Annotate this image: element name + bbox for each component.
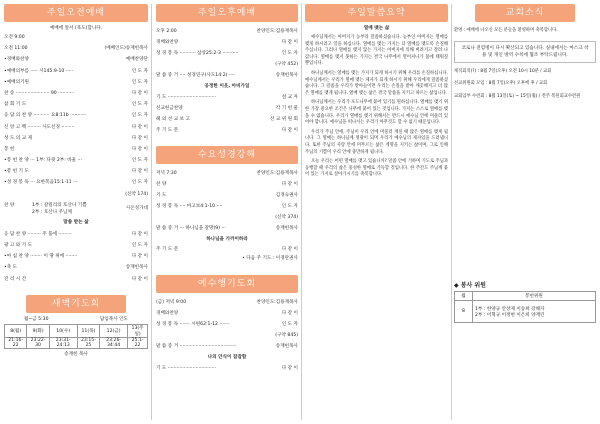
- order-value: 김경숙권사: [275, 193, 298, 198]
- order-value: 인 도 자: [131, 79, 148, 85]
- sermon-summary-header: 주일말씀요약: [305, 4, 448, 22]
- order-row: [156, 26, 298, 37]
- afternoon-sermon-title: 공정한 이웃, 아비가일: [204, 84, 250, 89]
- order-label: 신 앙 고 백 ········· 사도신경 ·········: [4, 124, 75, 130]
- welcome-text: 환영 : 예배에 나오신 모든 분들을 환영하며 축복합니다.: [454, 28, 558, 33]
- order-value: 다 같 이: [131, 254, 148, 260]
- order-row: [4, 251, 148, 262]
- dawn-day: 13(주일): [128, 324, 148, 337]
- dawn-passage: 23:22-30: [27, 337, 49, 348]
- morning-service-column: [4, 4, 148, 358]
- order-value: (예배인도)송재헌목사: [104, 46, 148, 52]
- order-row: [4, 110, 148, 121]
- order-label: 선교헌금찬양: [156, 106, 183, 111]
- order-row: [156, 103, 298, 114]
- order-label: 성 경 봉 독 ··········· 삼상25:2-3 ···········: [156, 51, 239, 56]
- order-value: 다 같 이: [281, 311, 298, 316]
- order-value: 예배찬양단: [125, 57, 148, 63]
- order-row: [156, 297, 298, 308]
- order-row: [4, 77, 148, 88]
- order-value: 다 같 이: [131, 169, 148, 175]
- order-row: [156, 330, 298, 341]
- order-row: [156, 125, 298, 136]
- order-value: (구약 845): [275, 333, 298, 338]
- order-value: 인 도 자: [131, 243, 148, 248]
- order-value: 송재헌목사: [275, 344, 298, 349]
- order-value: 인 도 자: [281, 322, 298, 327]
- order-label: 봉 헌: [4, 146, 15, 152]
- sermon-paragraph: 하나님께서는 우리가 포도나무에 붙어 있기를 원하십니다. 열매를 맺기 위한 가장 중요한 조건은 나무에 붙어 있는 것입니다. 가지는 스스로 열매를 맺을 수 없습니다. 우리가 열매를 맺기 위해서는 반드시 예수님 안에 머물러 있어야 합니다. 예수님을 떠나서는 우리가 아무것도 할 수 없기 때문입니다.: [305, 100, 448, 126]
- order-label: •봉 헌 기 도: [4, 169, 29, 175]
- order-value: 인 도 자: [281, 204, 298, 209]
- order-value: 송재헌목사: [275, 226, 298, 231]
- order-row: [156, 37, 298, 48]
- order-label: 주 기 도 문: [156, 128, 179, 133]
- order-row: [4, 88, 148, 99]
- order-row: [4, 144, 148, 155]
- order-row: [156, 212, 298, 223]
- service-row-2: 2부 : 이혁규 이정현 이은희 양재린: [475, 312, 545, 318]
- order-row: [4, 189, 148, 200]
- order-value: (신약 174): [125, 191, 148, 197]
- sermon-paragraph: 예수님께서는 아버지가 농부라 말씀하셨습니다. 농부인 아버지는 열매를 맺게 하시려고 일을 하십니다. 열매를 맺는 가지는 더 열매를 맺도록 손질해주십니다. 그러나 열매를 맺지 않는 가지는 아버지에 의해 버려지고 잘려 나갑니다. 열매를 맺지 못하는 가지는 결국 나무에서 떨어져나가 불에 태워질 뿐입니다.: [305, 35, 448, 67]
- order-value: 다 같 이: [131, 124, 148, 130]
- order-label: 오전 9:00: [4, 35, 25, 40]
- order-label: •마 침 찬 양 ········ 이 땅 위에 ········: [4, 254, 78, 260]
- order-value: 인 도 자: [131, 180, 148, 186]
- choir-row: 찬 양 1부 : 갈릴리의 호산나 기쁨 2부 : 호산나 주님께 시온성가대: [4, 202, 148, 215]
- order-label: 헤 외 선 교 보 고: [156, 117, 190, 122]
- order-value: 다 같 이: [281, 247, 298, 252]
- order-label: 기 도 ·································: [156, 366, 216, 371]
- order-value: 선 교 위 원 회: [269, 117, 298, 122]
- order-row: [4, 43, 148, 54]
- order-label: •예배의기원: [4, 79, 29, 85]
- order-value: 설 교 자: [281, 95, 298, 100]
- afternoon-service-column: [156, 4, 298, 374]
- dawn-passage: 25:1-22: [128, 337, 148, 348]
- order-value: 인 도 자: [281, 51, 298, 56]
- order-row: [4, 240, 148, 251]
- order-value: 인 도 자: [131, 113, 148, 119]
- order-row: [156, 308, 298, 319]
- order-row: [4, 133, 148, 144]
- order-label: •봉 헌 찬 양 ··· 1부: 다윗 2부: 바울 ···: [4, 158, 82, 164]
- order-label: 주 기 도 문: [156, 247, 179, 252]
- sermon-summary-subtitle: 열매 맺는 삶: [363, 26, 390, 31]
- news-item: 교회임부 수련회 : 8월 13일(토) ~ 15일(월) / 전주 복된회교수련원: [454, 93, 581, 99]
- dawn-day: 10(수): [49, 324, 77, 337]
- news-item: 제직회의(?) : 8월 7일(오후) 오전 10시 10분 / 교회: [454, 68, 552, 74]
- service-row-1: 1부 : 한양규 안상제 이승희 강해자: [475, 306, 545, 312]
- afternoon-order-list-2: [156, 92, 298, 136]
- order-label: •경배와찬양: [4, 57, 29, 63]
- sermon-paragraph: 오늘 우리는 어떤 열매를 맺고 있습니까? 말씀 안에 거하며 기도로 주님과 동행할 때 우리의 삶은 풍성한 열매로 가득할 것입니다. 한 주간도 주님께 붙어 있는 가지로 살아가시기를 축복합니다.: [305, 159, 448, 178]
- order-value: 각 기 헌 물: [275, 106, 298, 111]
- morning-order-list-2: [4, 229, 148, 285]
- dawn-day: 8(월): [5, 324, 27, 337]
- order-row: [156, 245, 298, 254]
- order-row: [156, 179, 298, 190]
- service-head-members: 봉헌위원: [473, 292, 596, 301]
- order-label: 말 씀 증 거 ·······································: [156, 344, 237, 349]
- order-label: 경배와찬양: [156, 40, 179, 45]
- order-row: [156, 223, 298, 234]
- afternoon-service-header: 주일오후예배: [156, 4, 298, 22]
- wednesday-header: 수요성경강해: [156, 146, 298, 164]
- order-value: 인 도 자: [131, 102, 148, 108]
- friday-order-list: [156, 297, 298, 352]
- order-label: 성 도 의 교 제: [4, 135, 33, 141]
- order-row: [4, 54, 148, 65]
- order-row: [156, 92, 298, 103]
- friday-sermon-title: 나의 안식이 잠잠함: [207, 355, 247, 360]
- dawn-day: 9(화): [27, 324, 49, 337]
- order-value: 다 같 이: [131, 135, 148, 141]
- dawn-info: 월~금 5:30 담임목사 인도: [24, 316, 128, 322]
- order-label: 응 답 의 찬 양 ··········· 요8:11b ···········: [4, 113, 87, 119]
- order-label: •예배의부름 ····· 시145:9-10 ·····: [4, 68, 74, 74]
- order-value: (구약 452): [275, 62, 298, 67]
- order-row: [4, 229, 148, 240]
- order-row: [4, 66, 148, 77]
- order-row: [4, 122, 148, 133]
- order-value: • 다음 주 기도 : 이경란권사: [242, 256, 298, 261]
- church-news-column: [454, 4, 596, 323]
- order-value: 찬양인도:김용재목사: [256, 300, 298, 305]
- order-row: [156, 70, 298, 81]
- top-note: 예배에 앞서 (묵도)합니다.: [49, 26, 103, 31]
- order-label: (금) 저녁 9:00: [156, 300, 187, 305]
- order-row: [156, 319, 298, 330]
- order-value: 다 같 이: [131, 231, 148, 237]
- order-label: 저녁 7:30: [156, 171, 177, 176]
- order-row: [156, 254, 298, 263]
- order-value: 찬양인도:김용재목사: [256, 29, 298, 34]
- order-row: [156, 363, 298, 374]
- order-label: 오전 11:00: [4, 46, 28, 52]
- sermon-paragraph: 우리가 주님 안에, 주님이 우리 안에 머물러 계실 때 많은 열매를 맺게 됩니다. 그 열매는 하나님께 영광이 되며 우리가 예수님의 제자임을 드러냅니다. 또한 주님의 사랑 안에 머무르는 삶은 계명을 지키는 삶이며, 그로 인해 주님의 기쁨이 우리 안에 충만하게 됩니다.: [305, 129, 448, 155]
- order-value: 송재헌목사: [275, 73, 298, 78]
- order-label: 경배와찬양: [156, 311, 179, 316]
- order-value: 찬양인도:김용재목사: [256, 171, 298, 176]
- order-label: 성 경 봉 독 ······· 시편62:1-12 ·······: [156, 322, 230, 327]
- dawn-day: 11(목): [77, 324, 99, 337]
- dawn-passage: 23:31-24:13: [49, 337, 77, 348]
- order-value: 다 같 이: [131, 146, 148, 152]
- order-label: 응 답 찬 양 ········· 주 품에 ·········: [4, 231, 72, 237]
- wednesday-sermon-title: 하나님을 가까이하라: [206, 237, 248, 242]
- friday-order-list-2: [156, 363, 298, 374]
- news-list: [454, 69, 596, 101]
- order-label: 말 씀 증 거 ··· 하나님을 갈망(9) ···: [156, 226, 226, 231]
- dawn-passage: 23:15-25: [77, 337, 99, 348]
- order-label: 찬 양: [156, 182, 167, 187]
- service-head-month: 월: [455, 292, 473, 301]
- wednesday-order-list: [156, 168, 298, 234]
- order-value: (신약 374): [275, 215, 298, 220]
- order-row: [4, 166, 148, 177]
- morning-order-list: [4, 32, 148, 200]
- order-row: [156, 114, 298, 125]
- service-month: 8: [455, 301, 473, 323]
- order-value: 다 같 이: [131, 90, 148, 96]
- dawn-prayer-header: 새벽기도회: [26, 295, 126, 313]
- dawn-footer: 송재헌 목사: [64, 351, 88, 357]
- dawn-passage: 23:26-34:44: [100, 337, 128, 348]
- order-value: 다 같 이: [281, 366, 298, 371]
- service-title: ◆ 봉사 위원: [454, 282, 486, 290]
- wednesday-order-list-2: [156, 245, 298, 263]
- sermon-summary-column: [305, 4, 448, 182]
- order-label: •축 도: [4, 265, 18, 271]
- order-row: [156, 190, 298, 201]
- order-value: 다 같 이: [281, 182, 298, 187]
- church-news-header: 교회소식: [475, 4, 575, 22]
- order-label: 성 경 봉 독 ···· 마고보4:1-10 ····: [156, 204, 223, 209]
- order-label: 기 도 ·································: [156, 95, 216, 100]
- order-label: 찬 송 ······················· 90 ···········: [4, 90, 75, 96]
- news-item: 선교위원회 모임 : 8월 7일(오후) 오후에 후 / 교회: [454, 81, 548, 87]
- notice-box: 코로나 전염병이 다시 확산되고 있습니다. 실내에서는 마스크 착용 및 개인 방역 수칙에 협조 부탁드립니다.: [454, 41, 596, 63]
- order-row: [4, 262, 148, 273]
- order-row: [156, 48, 298, 59]
- order-label: 참 회 기 도: [4, 102, 27, 108]
- order-label: 기 도: [156, 193, 167, 198]
- order-value: 인 도 자: [131, 158, 148, 164]
- order-row: [4, 32, 148, 43]
- friday-header: 예수행기도회: [156, 275, 298, 293]
- order-row: [156, 341, 298, 352]
- sermon-summary-text: [305, 35, 448, 179]
- service-table: [454, 291, 596, 323]
- morning-service-header: 주일오전예배: [4, 4, 148, 22]
- afternoon-order-list: [156, 26, 298, 81]
- order-row: [156, 59, 298, 70]
- order-row: [4, 177, 148, 188]
- order-label: 말 씀 증 거 ···· 성경연구(사도14:2) ····: [156, 73, 235, 78]
- order-label: 오후 2:00: [156, 29, 177, 34]
- sermon-paragraph: 하나님께서는 열매를 맺는 가지가 되게 하시기 위해 우리를 손질하십니다. 예수님께서는 우리가 열매 맺는 제자가 되게 하시기 위해 우리에게 말씀하셨습니다. 그 말씀을 우리가 받아들이면 우리는 손질을 받아 깨끗해지고 더 많은 열매를 맺게 됩니다. 열매 맺는 삶은 결국 말씀을 지키고 따르는 삶입니다.: [305, 70, 448, 96]
- order-value: 인 도 자: [131, 68, 148, 74]
- order-value: 다 같 이: [281, 40, 298, 45]
- order-value: 다 같 이: [131, 276, 148, 282]
- order-value: 송재헌목사: [125, 265, 148, 271]
- order-value: 다 같 이: [281, 128, 298, 133]
- dawn-day: 12(금): [100, 324, 128, 337]
- order-label: 진 리 시 간: [4, 276, 27, 282]
- order-label: 광 고 와 기 도: [4, 243, 33, 248]
- order-row: [156, 168, 298, 179]
- order-row: [4, 99, 148, 110]
- order-label: •성 경 봉 독 ··· 요한복음15:1-11 ···: [4, 180, 78, 186]
- order-row: [4, 274, 148, 285]
- dawn-table: [4, 324, 148, 349]
- dawn-passage: 21:16-22: [5, 337, 27, 348]
- order-row: [4, 155, 148, 166]
- sermon-title: 말씀 받는 삶: [63, 219, 89, 225]
- order-row: [156, 201, 298, 212]
